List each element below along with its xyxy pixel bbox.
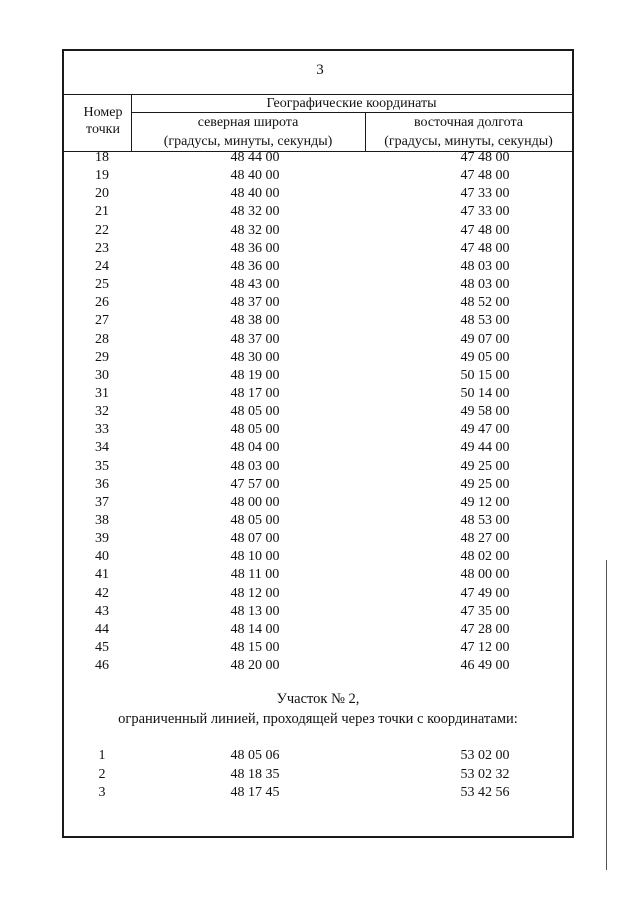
point-number: 41 (95, 567, 109, 583)
header-group-title: Географические координаты (266, 96, 437, 111)
longitude-cell: 48 00 00 (460, 567, 510, 583)
table-row (0, 295, 640, 313)
point-number: 3 (98, 785, 106, 800)
longitude-cell: 53 02 32 (460, 766, 510, 782)
longitude-cell: 49 07 00 (460, 331, 510, 347)
latitude-cell: 48 12 00 (230, 585, 280, 601)
point-number: 1 (98, 748, 106, 763)
point-number: 32 (95, 404, 109, 420)
latitude-cell: 48 30 00 (230, 349, 280, 365)
table-row (0, 640, 640, 658)
longitude-cell: 50 14 00 (460, 385, 510, 401)
header-lat-line1: северная широта (197, 115, 299, 130)
longitude-cell: 48 27 00 (460, 531, 510, 547)
longitude-cell: 47 48 00 (460, 222, 510, 238)
latitude-cell: 48 18 35 (230, 766, 280, 782)
point-number: 20 (95, 186, 109, 202)
table-row (0, 785, 640, 803)
point-number: 2 (98, 766, 106, 782)
table-row (0, 495, 640, 513)
point-number: 42 (95, 585, 109, 601)
table-row (0, 332, 640, 350)
longitude-cell: 48 52 00 (460, 295, 510, 311)
latitude-cell: 48 13 00 (230, 603, 280, 619)
longitude-cell: 47 49 00 (460, 585, 510, 601)
table-row (0, 622, 640, 640)
longitude-cell: 49 25 00 (460, 458, 510, 474)
point-number: 43 (95, 603, 109, 619)
longitude-cell: 49 47 00 (460, 422, 510, 438)
table-row (0, 186, 640, 204)
longitude-cell: 48 03 00 (460, 258, 510, 274)
point-number: 29 (95, 349, 109, 365)
longitude-cell: 47 48 00 (460, 168, 510, 184)
header-number-column: Номер точки (83, 105, 123, 137)
point-number: 27 (95, 313, 109, 329)
point-number: 36 (95, 476, 109, 492)
latitude-cell: 48 37 00 (230, 295, 280, 311)
table-row (0, 604, 640, 622)
point-number: 21 (95, 204, 109, 220)
longitude-cell: 47 48 00 (460, 150, 510, 165)
latitude-cell: 48 32 00 (230, 222, 280, 238)
longitude-cell: 50 15 00 (460, 367, 510, 383)
point-number: 35 (95, 458, 109, 474)
table-row (0, 404, 640, 422)
latitude-cell: 48 40 00 (230, 186, 280, 202)
latitude-cell: 48 05 00 (230, 513, 280, 528)
point-number: 31 (95, 385, 109, 401)
latitude-cell: 48 17 00 (230, 385, 280, 401)
latitude-cell: 48 05 00 (230, 404, 280, 420)
longitude-cell: 47 33 00 (460, 204, 510, 220)
longitude-cell: 46 49 00 (460, 658, 510, 674)
point-number: 22 (95, 222, 109, 238)
point-number: 33 (95, 422, 109, 438)
table-row (0, 422, 640, 440)
table-row (0, 168, 640, 186)
latitude-cell: 48 32 00 (230, 204, 280, 220)
table-row (0, 459, 640, 477)
table-row (0, 440, 640, 458)
table-row (0, 531, 640, 549)
point-number: 19 (95, 168, 109, 184)
latitude-cell: 48 20 00 (230, 658, 280, 674)
point-number: 30 (95, 367, 109, 383)
table-row (0, 223, 640, 241)
table-row (0, 748, 640, 766)
table-row (0, 204, 640, 222)
latitude-cell: 48 14 00 (230, 621, 280, 637)
longitude-cell: 49 12 00 (460, 494, 510, 510)
point-number: 26 (95, 295, 109, 311)
point-number: 34 (95, 440, 109, 456)
latitude-cell: 48 36 00 (230, 258, 280, 274)
longitude-cell: 49 05 00 (460, 349, 510, 365)
latitude-cell: 48 07 00 (230, 531, 280, 547)
latitude-cell: 48 05 06 (230, 748, 280, 763)
longitude-cell: 47 48 00 (460, 240, 510, 256)
section2-subtitle: ограниченный линией, проходящей через точки с координатами: (118, 711, 518, 727)
longitude-cell: 49 25 00 (460, 476, 510, 492)
longitude-cell: 47 33 00 (460, 186, 510, 202)
point-number: 23 (95, 240, 109, 256)
table-row (0, 586, 640, 604)
latitude-cell: 48 36 00 (230, 240, 280, 256)
table-row (0, 241, 640, 259)
table-row (0, 513, 640, 531)
longitude-cell: 53 02 00 (460, 748, 510, 763)
section2-title: Участок № 2, (276, 691, 360, 707)
table-row (0, 150, 640, 168)
point-number: 40 (95, 549, 109, 565)
latitude-cell: 48 05 00 (230, 422, 280, 438)
longitude-cell: 48 53 00 (460, 513, 510, 528)
longitude-cell: 49 58 00 (460, 404, 510, 420)
scan-edge-line (606, 560, 607, 870)
point-number: 46 (95, 658, 109, 674)
point-number: 24 (95, 258, 109, 274)
table-row (0, 259, 640, 277)
longitude-cell: 53 42 56 (460, 785, 510, 800)
longitude-cell: 48 53 00 (460, 313, 510, 329)
table-row (0, 368, 640, 386)
point-number: 39 (95, 531, 109, 547)
table-row (0, 567, 640, 585)
point-number: 44 (95, 621, 109, 637)
latitude-cell: 48 19 00 (230, 367, 280, 383)
latitude-cell: 48 15 00 (230, 640, 280, 656)
header-group-rule (131, 112, 572, 113)
table-row (0, 477, 640, 495)
longitude-cell: 48 02 00 (460, 549, 510, 565)
point-number: 45 (95, 640, 109, 656)
point-number: 18 (95, 150, 109, 165)
table-row (0, 549, 640, 567)
point-number: 38 (95, 513, 109, 528)
latitude-cell: 48 11 00 (230, 567, 280, 583)
latitude-cell: 48 43 00 (230, 277, 280, 293)
longitude-cell: 47 12 00 (460, 640, 510, 656)
page-number: 3 (316, 62, 324, 78)
table-row (0, 277, 640, 295)
latitude-cell: 48 40 00 (230, 168, 280, 184)
table-row (0, 767, 640, 785)
header-lat-line2: (градусы, минуты, секунды) (163, 134, 333, 149)
latitude-cell: 48 44 00 (230, 150, 280, 165)
table-row (0, 313, 640, 331)
latitude-cell: 48 03 00 (230, 458, 280, 474)
longitude-cell: 49 44 00 (460, 440, 510, 456)
table-row (0, 658, 640, 676)
latitude-cell: 48 10 00 (230, 549, 280, 565)
point-number: 25 (95, 277, 109, 293)
table-row (0, 386, 640, 404)
latitude-cell: 47 57 00 (230, 476, 280, 492)
longitude-cell: 47 28 00 (460, 621, 510, 637)
point-number: 28 (95, 331, 109, 347)
latitude-cell: 48 00 00 (230, 494, 280, 510)
header-lon-line1: восточная долгота (414, 115, 523, 130)
header-lon-line2: (градусы, минуты, секунды) (384, 134, 553, 149)
longitude-cell: 48 03 00 (460, 277, 510, 293)
latitude-cell: 48 17 45 (230, 785, 280, 800)
latitude-cell: 48 38 00 (230, 313, 280, 329)
latitude-cell: 48 37 00 (230, 331, 280, 347)
table-row (0, 350, 640, 368)
latitude-cell: 48 04 00 (230, 440, 280, 456)
longitude-cell: 47 35 00 (460, 603, 510, 619)
point-number: 37 (95, 494, 109, 510)
